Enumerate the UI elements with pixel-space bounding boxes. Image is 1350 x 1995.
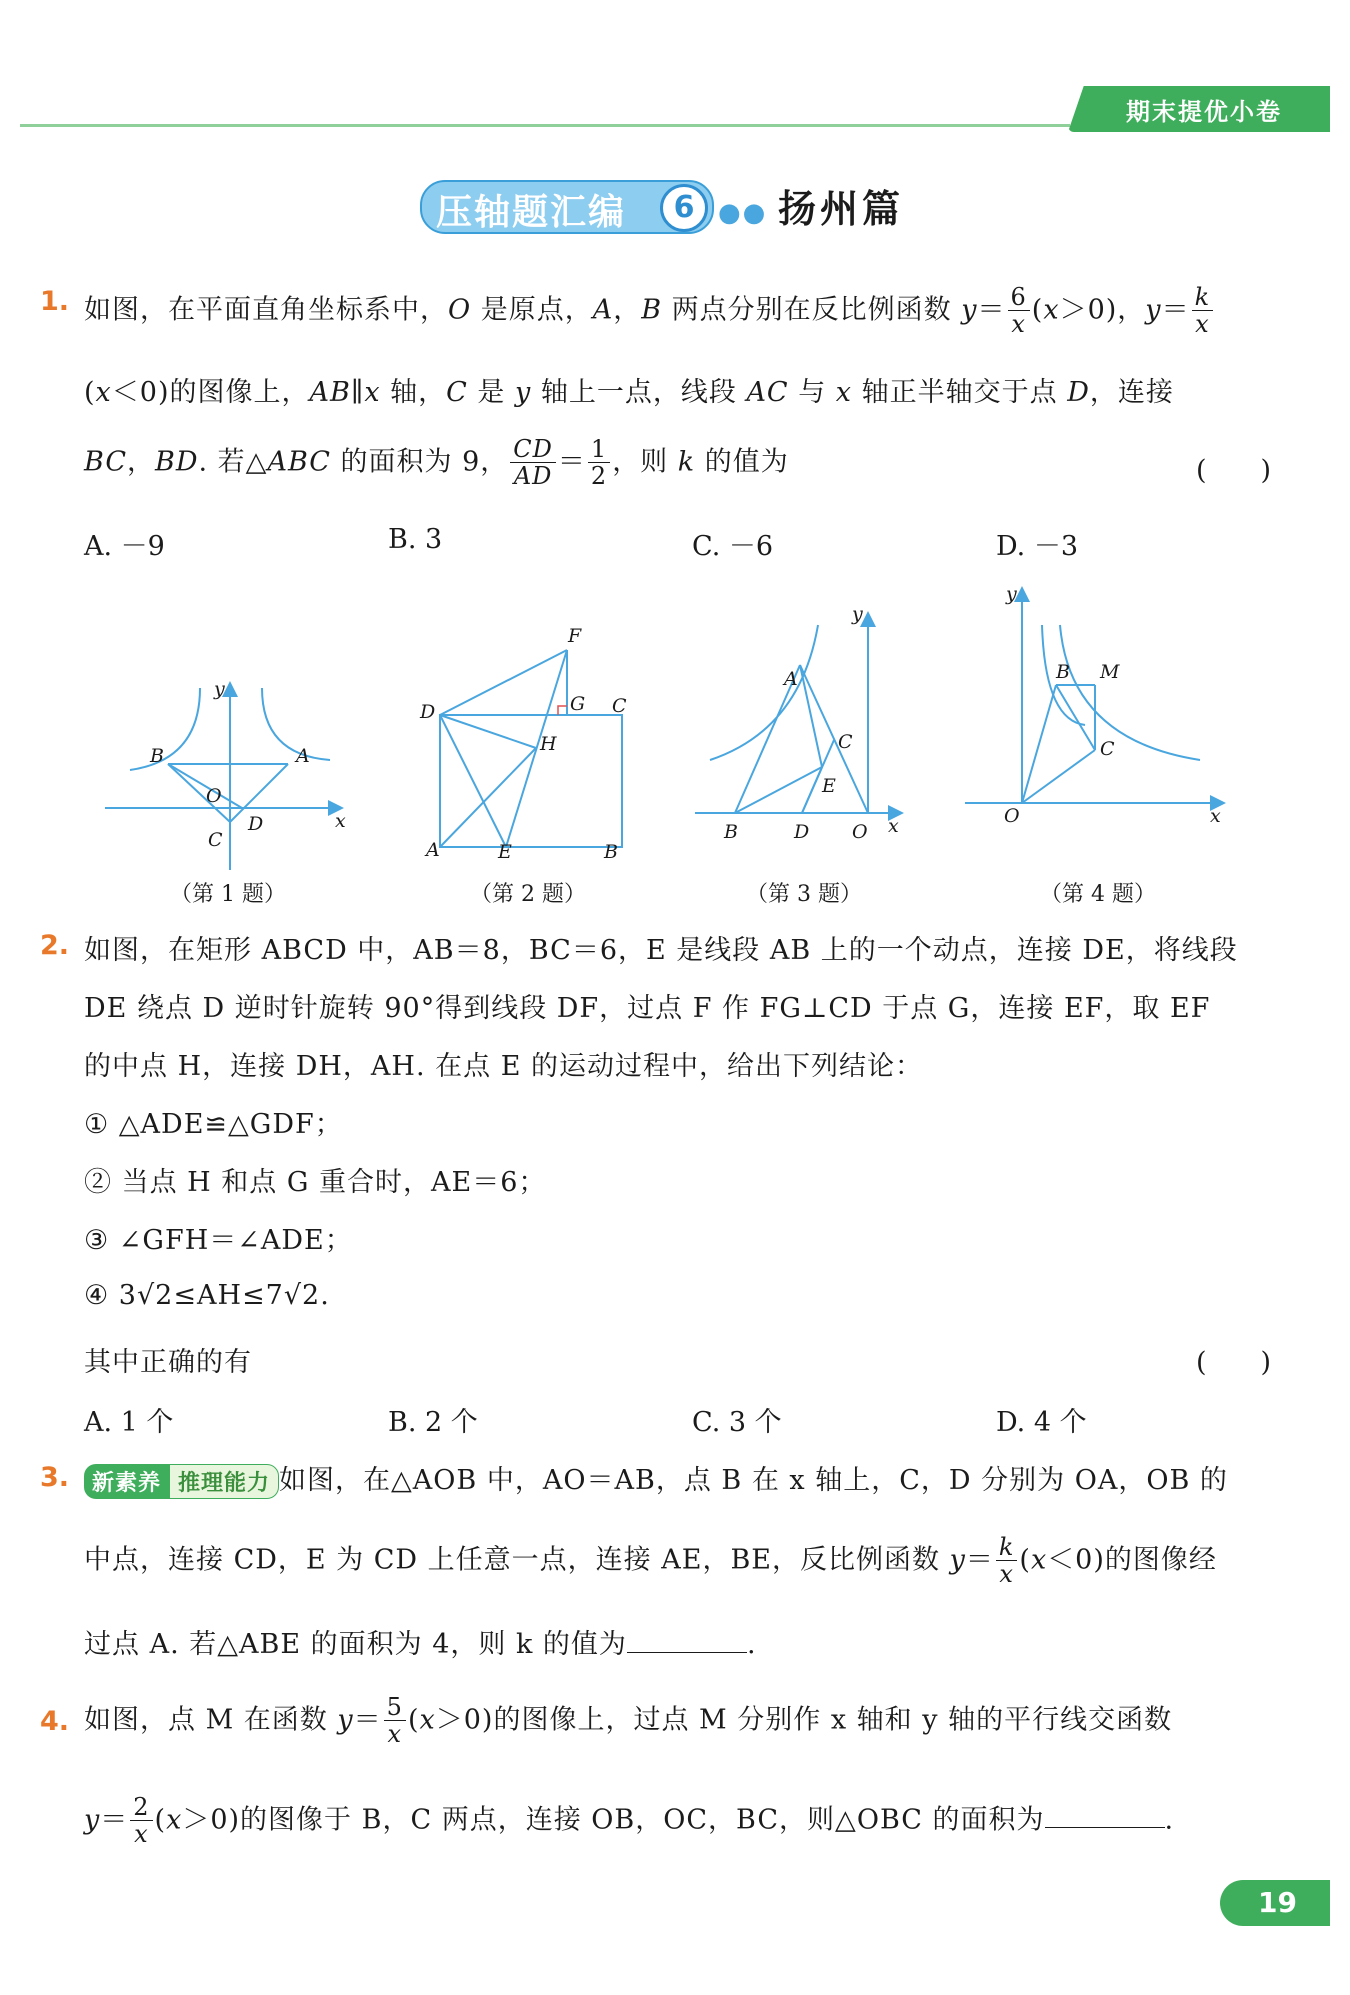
fig3-label-e: E bbox=[822, 775, 836, 797]
q3-line2: 中点，连接 CD，E 为 CD 上任意一点，连接 AE，BE，反比例函数 y＝ $\frac{k}{x}$ (x＜0)的图像经 bbox=[84, 1533, 1217, 1589]
fig4-label-c: C bbox=[1100, 738, 1115, 760]
q3-answer-blank[interactable] bbox=[627, 1652, 747, 1653]
fig2-label-f: F bbox=[568, 625, 582, 647]
figure-3-caption: （第 3 题） bbox=[746, 882, 862, 907]
page-number: 19 bbox=[1220, 1880, 1330, 1926]
fig3-label-x: x bbox=[888, 815, 899, 837]
fig4-label-b: B bbox=[1056, 661, 1070, 683]
q1-option-b: B. 3 bbox=[388, 524, 443, 555]
q4-answer-blank[interactable] bbox=[1045, 1827, 1165, 1828]
fig3-label-y: y bbox=[852, 603, 863, 625]
q1-line1: 如图，在平面直角坐标系中，O 是原点，A，B 两点分别在反比例函数 y＝ $\frac{6}{x}$ (x＞0)，y＝ $\frac{k}{x}$ bbox=[84, 284, 1215, 338]
q2-line1: 如图，在矩形 ABCD 中，AB＝8，BC＝6，E 是线段 AB 上的一个动点，连接 DE，将线段 bbox=[84, 935, 1238, 966]
q2-line2: DE 绕点 D 逆时针旋转 90°得到线段 DF，过点 F 作 FG⊥CD 于点 G，连接 EF，取 EF bbox=[84, 993, 1211, 1024]
q2-option-c: C. 3 个 bbox=[692, 1407, 782, 1438]
figure-3 bbox=[695, 615, 900, 813]
q4-line2: y＝ $\frac{2}{x}$ (x＞0)的图像于 B，C 两点，连接 OB，OC，BC，则△OBC 的面积为 . bbox=[84, 1793, 1175, 1849]
fig2-label-c: C bbox=[612, 695, 627, 717]
figure-2-caption: （第 2 题） bbox=[470, 882, 586, 907]
q3-line3: 过点 A. 若△ABE 的面积为 4，则 k 的值为 . bbox=[84, 1629, 757, 1660]
fig1-label-o: O bbox=[206, 785, 222, 807]
q2-conclusion-3: ③ ∠GFH＝∠ADE； bbox=[84, 1225, 353, 1256]
fig3-label-b: B bbox=[724, 821, 738, 843]
fig4-label-y: y bbox=[1006, 583, 1017, 605]
fraction-2-over-x: $\frac{2}{x}$ bbox=[130, 1794, 152, 1848]
title-sub: 扬州篇 bbox=[778, 187, 905, 231]
fig4-label-m: M bbox=[1100, 661, 1120, 683]
fig2-label-g: G bbox=[570, 693, 586, 715]
q1-option-a: A. －9 bbox=[84, 531, 165, 562]
q4-line1: 如图，点 M 在函数 y＝ $\frac{5}{x}$ (x＞0)的图像上，过点 M 分别作 x 轴和 y 轴的平行线交函数 bbox=[84, 1693, 1173, 1749]
q2-option-d: D. 4 个 bbox=[996, 1407, 1087, 1438]
fig2-label-e: E bbox=[498, 841, 512, 863]
fig4-label-o: O bbox=[1004, 805, 1020, 827]
fig1-label-y: y bbox=[214, 678, 225, 700]
q2-conclusion-4: ④ 3√2≤AH≤7√2. bbox=[84, 1280, 330, 1311]
fraction-6-over-x: $\frac{6}{x}$ bbox=[1008, 284, 1030, 338]
title-main: 压轴题汇编 bbox=[436, 192, 627, 233]
q3-number: 3. bbox=[40, 1462, 70, 1493]
q2-question: 其中正确的有 bbox=[84, 1347, 252, 1378]
q2-number: 2. bbox=[40, 930, 70, 961]
fraction-k-over-x: $\frac{k}{x}$ bbox=[1192, 284, 1214, 338]
new-literacy-badge: 新素养 bbox=[84, 1464, 169, 1499]
figure-1-caption: （第 1 题） bbox=[170, 882, 286, 907]
figures-row bbox=[0, 570, 1350, 910]
q2-line3: 的中点 H，连接 DH，AH. 在点 E 的运动过程中，给出下列结论： bbox=[84, 1051, 923, 1082]
fig1-label-b: B bbox=[150, 745, 164, 767]
q2-option-a: A. 1 个 bbox=[84, 1407, 174, 1438]
q1-option-d: D. －3 bbox=[996, 531, 1079, 562]
q2-conclusion-2: ② 当点 H 和点 G 重合时，AE＝6； bbox=[84, 1167, 547, 1198]
fig3-label-a: A bbox=[784, 668, 798, 690]
fig1-label-d: D bbox=[248, 813, 264, 835]
title-dots: ●● bbox=[718, 198, 768, 228]
title-number: 6 bbox=[660, 184, 708, 232]
q1-line2: (x＜0)的图像上，AB∥x 轴，C 是 y 轴上一点，线段 AC 与 x 轴正半轴交于点 D，连接 bbox=[84, 377, 1174, 408]
header-rule bbox=[20, 124, 1070, 127]
fig3-label-d: D bbox=[794, 821, 810, 843]
q2-option-b: B. 2 个 bbox=[388, 1407, 478, 1438]
reasoning-badge: 推理能力 bbox=[169, 1464, 279, 1499]
fig1-label-a: A bbox=[296, 745, 310, 767]
fig2-label-d: D bbox=[420, 701, 436, 723]
fig4-label-x: x bbox=[1210, 805, 1221, 827]
fraction-cd-over-ad: $\frac{CD}{AD}$ bbox=[510, 436, 556, 490]
q1-answer-bracket: ( ) bbox=[1196, 455, 1272, 486]
q1-option-c: C. －6 bbox=[692, 531, 774, 562]
fig1-label-x: x bbox=[335, 810, 346, 832]
q4-number: 4. bbox=[40, 1706, 70, 1737]
q1-line3: BC，BD. 若△ABC 的面积为 9， $\frac{CD}{AD}$ ＝ $\frac{1}{2}$ ，则 k 的值为 bbox=[84, 435, 789, 491]
figure-2 bbox=[440, 650, 622, 847]
fraction-5-over-x: $\frac{5}{x}$ bbox=[384, 1694, 406, 1748]
fig3-label-c: C bbox=[838, 731, 853, 753]
fraction-k-over-x: $\frac{k}{x}$ bbox=[996, 1534, 1018, 1588]
fig2-label-h: H bbox=[540, 733, 557, 755]
figure-4-caption: （第 4 题） bbox=[1040, 882, 1156, 907]
q3-line1: 新素养 推理能力 如图，在△AOB 中，AO＝AB，点 B 在 x 轴上，C，D 分别为 OA，OB 的 bbox=[84, 1458, 1228, 1499]
fig2-label-b: B bbox=[604, 841, 618, 863]
q2-answer-bracket: ( ) bbox=[1196, 1347, 1272, 1378]
header-tab-label: 期末提优小卷 bbox=[1126, 98, 1282, 126]
fig2-label-a: A bbox=[426, 839, 440, 861]
figure-4 bbox=[965, 590, 1222, 803]
q1-number: 1. bbox=[40, 286, 70, 317]
fig1-label-c: C bbox=[208, 829, 223, 851]
q2-conclusion-1: ① △ADE≌△GDF； bbox=[84, 1109, 343, 1140]
fraction-one-half: $\frac{1}{2}$ bbox=[588, 436, 610, 490]
fig3-label-o: O bbox=[852, 821, 868, 843]
